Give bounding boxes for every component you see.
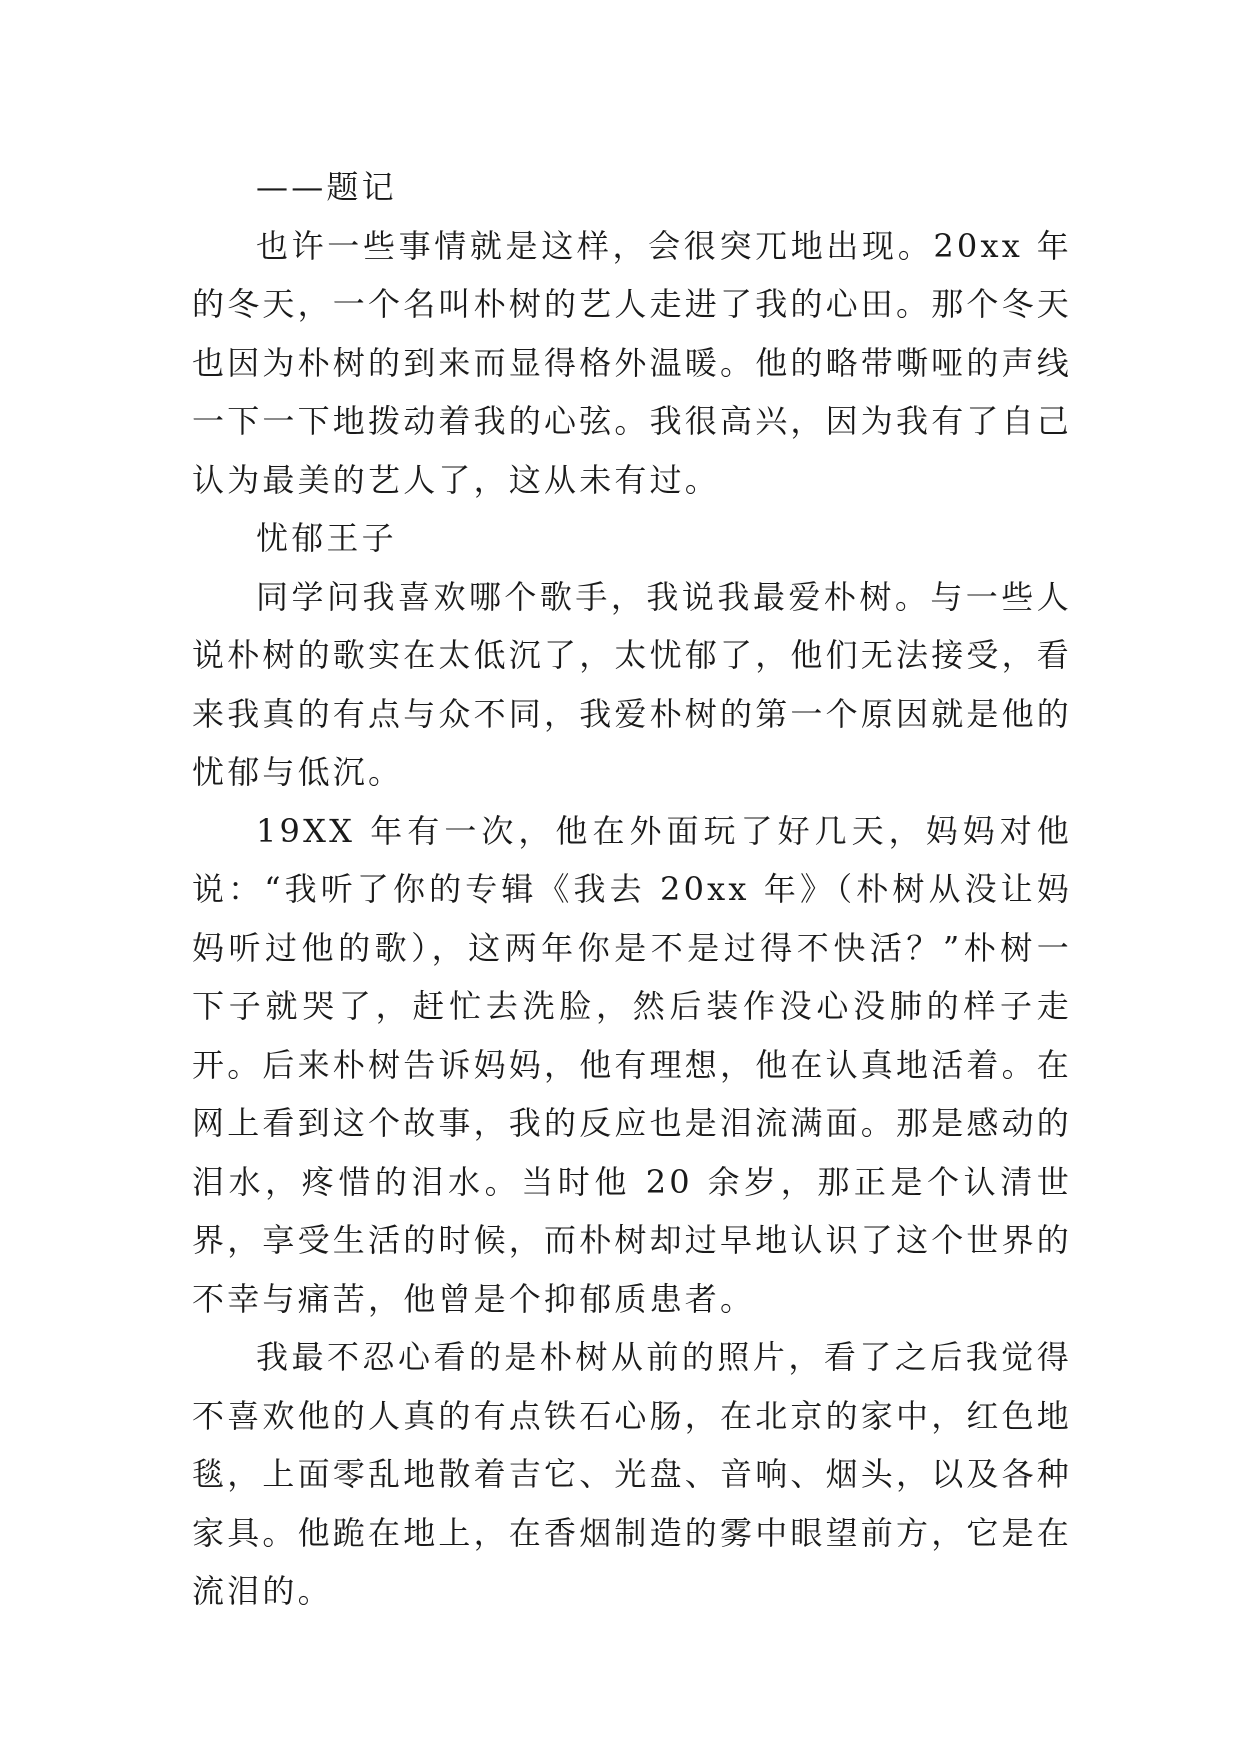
section-heading: 忧郁王子 xyxy=(256,519,397,557)
paragraph: 同学问我喜欢哪个歌手，我说我最爱朴树。与一些人说朴树的歌实在太低沉了，太忧郁了，他们无法接受，看来我真的有点与众不同，我爱朴树的第一个原因就是他的忧郁与低沉。 xyxy=(192,577,1073,791)
paragraph: 也许一些事情就是这样，会很突兀地出现。20xx 年的冬天，一个名叫朴树的艺人走进了我的心田。那个冬天也因为朴树的到来而显得格外温暖。他的略带嘶哑的声线一下一下地拨动着我的心弦。我很高兴，因为我有了自己认为最美的艺人了，这从未有过。 xyxy=(192,226,1073,499)
epigraph-attribution: ——题记 xyxy=(256,168,397,206)
article-body xyxy=(192,158,1072,1621)
paragraph: 我最不忍心看的是朴树从前的照片，看了之后我觉得不喜欢他的人真的有点铁石心肠，在北京的家中，红色地毯，上面零乱地散着吉它、光盘、音响、烟头，以及各种家具。他跪在地上，在香烟制造的雾中眼望前方，它是在流泪的。 xyxy=(192,1338,1073,1610)
paragraph: 19XX 年有一次，他在外面玩了好几天，妈妈对他说：“我听了你的专辑《我去 20xx 年》（朴树从没让妈妈听过他的歌），这两年你是不是过得不快活？”朴树一下子就哭了，赶忙去洗脸，然后装作没心没肺的样子走开。后来朴树告诉妈妈，他有理想，他在认真地活着。在网上看到这个故事，我的反应也是泪流满面。那是感动的泪水，疼惜的泪水。当时他 20 余岁，那正是个认清世界，享受生活的时候，而朴树却过早地认识了这个世界的不幸与痛苦，他曾是个抑郁质患者。 xyxy=(192,811,1073,1318)
